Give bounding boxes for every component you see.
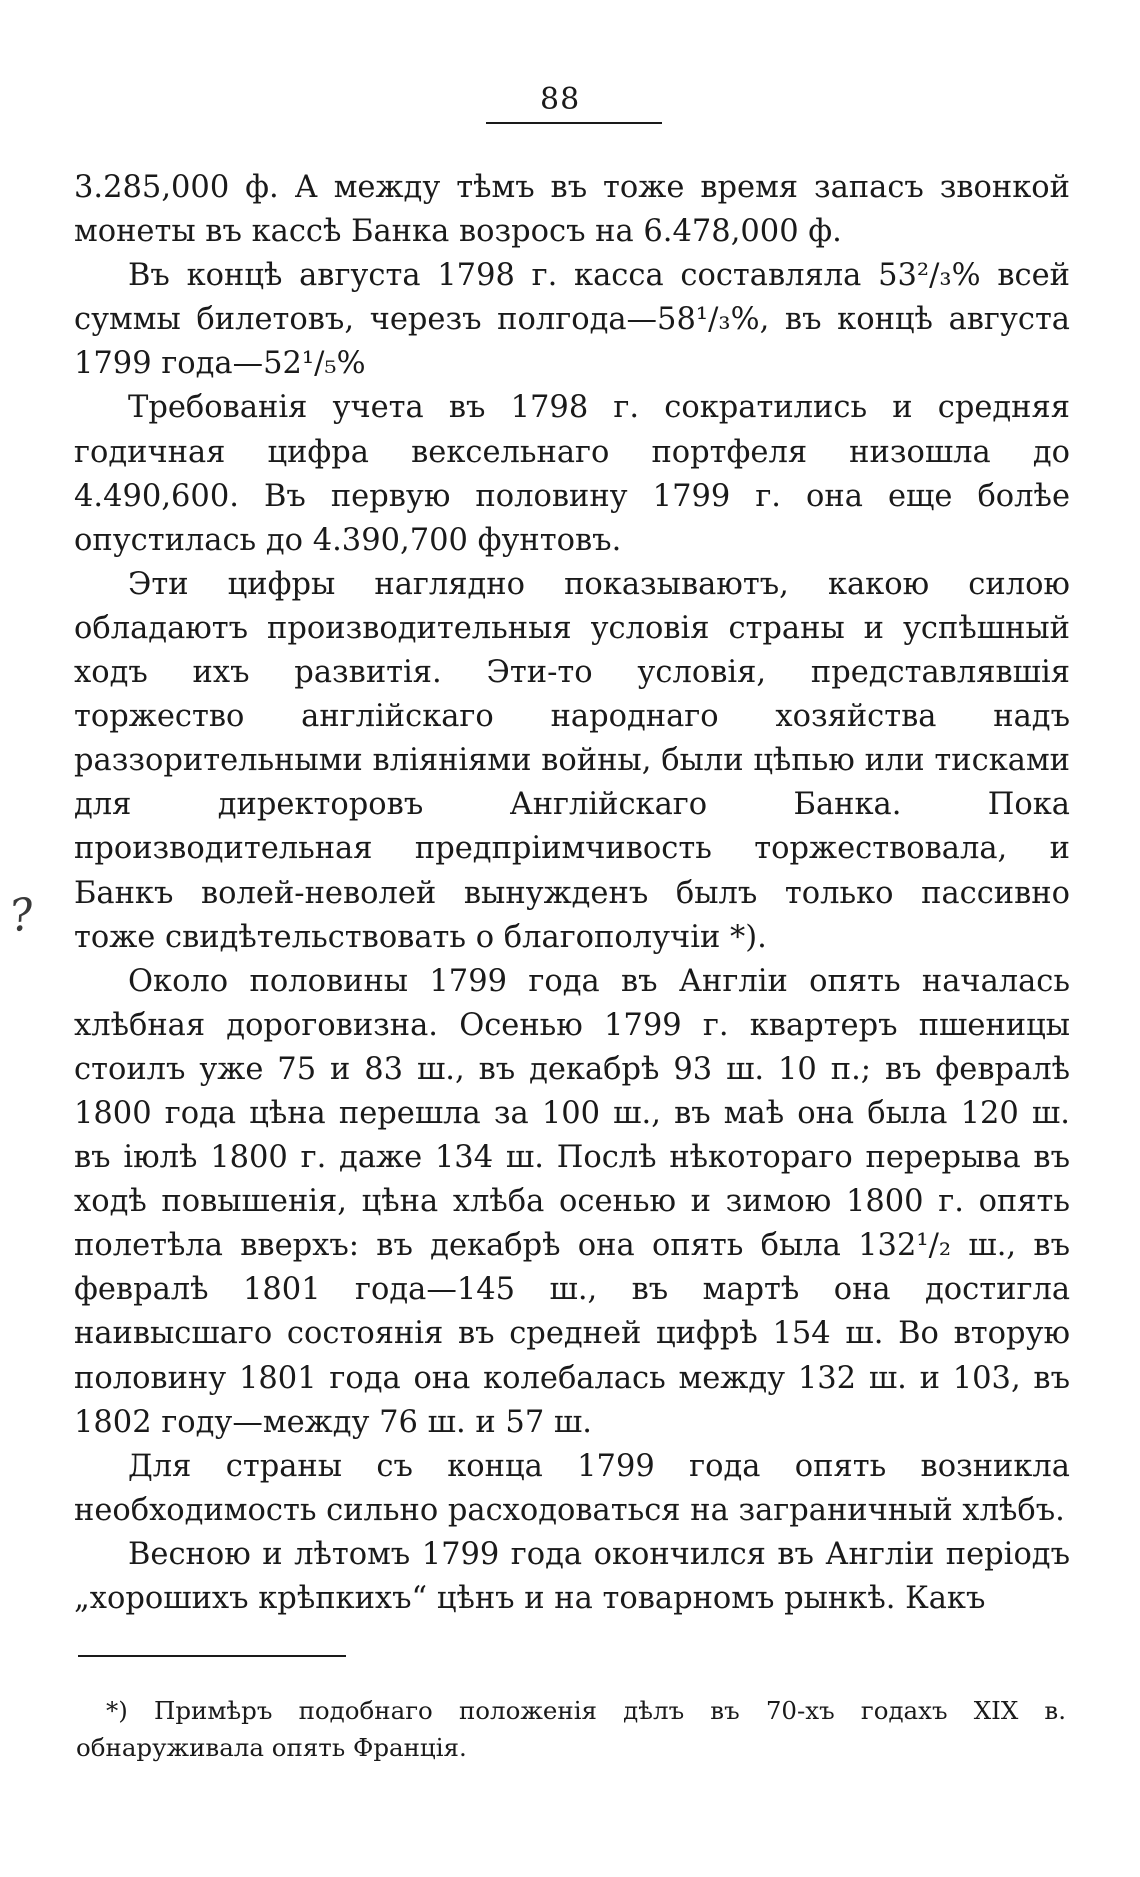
- paragraph-2: Въ концѣ августа 1798 г. касса составляла 53²/₃% всей суммы билетовъ, черезъ полгода—58¹/₃%, въ концѣ августа 1799 года—52¹/₅%: [74, 258, 1070, 382]
- body-text: [74, 166, 1070, 1621]
- paragraph-4: Эти цифры наглядно показываютъ, какою силою обладаютъ производительныя условія страны и успѣшный ходъ ихъ развитія. Эти-то условія, представлявшія торжество англійскаго народнаго хозяйства надъ раззорительными вліяніями войны, были цѣпью или тисками для директоровъ Англійскаго Банка. Пока производительная предпріимчивость торжествовала, и Банкъ волей-неволей вынужденъ былъ только пассивно тоже свидѣтельствовать о благополучіи *).: [74, 566, 1070, 955]
- paragraph-7: Весною и лѣтомъ 1799 года окончился въ Англіи періодъ „хорошихъ крѣпкихъ“ цѣнъ и на товарномъ рынкѣ. Какъ: [74, 1536, 1070, 1616]
- header-rule: [486, 122, 662, 124]
- paragraph-6: Для страны съ конца 1799 года опять возникла необходимость сильно расходоваться на заграничный хлѣбъ.: [74, 1448, 1070, 1528]
- paragraph-3: Требованія учета въ 1798 г. сократились и средняя годичная цифра вексельнаго портфеля низошла до 4.490,600. Въ первую половину 1799 г. она еще болѣе опустилась до 4.390,700 фунтовъ.: [74, 390, 1070, 558]
- footnote: [76, 1692, 1066, 1766]
- page-number: 88: [540, 82, 581, 117]
- margin-handwritten-mark: ?: [6, 888, 38, 943]
- footnote-text: *) Примѣръ подобнаго положенія дѣлъ въ 70-хъ годахъ XIX в. обнаруживала опять Франція.: [76, 1696, 1066, 1762]
- footnote-rule: [78, 1655, 346, 1657]
- paragraph-5: Около половины 1799 года въ Англіи опять началась хлѣбная дороговизна. Осенью 1799 г. квартеръ пшеницы стоилъ уже 75 и 83 ш., въ декабрѣ 93 ш. 10 п.; въ февралѣ 1800 года цѣна перешла за 100 ш., въ маѣ она была 120 ш. въ іюлѣ 1800 г. даже 134 ш. Послѣ нѣкотораго перерыва въ ходѣ повышенія, цѣна хлѣба осенью и зимою 1800 г. опять полетѣла вверхъ: въ декабрѣ она опять была 132¹/₂ ш., въ февралѣ 1801 года—145 ш., въ мартѣ она достигла наивысшаго состоянія въ средней цифрѣ 154 ш. Во вторую половину 1801 года она колебалась между 132 ш. и 103, въ 1802 году—между 76 ш. и 57 ш.: [74, 963, 1070, 1440]
- paragraph-1: 3.285,000 ф. А между тѣмъ въ тоже время запасъ звонкой монеты въ кассѣ Банка возросъ на 6.478,000 ф.: [74, 170, 1070, 250]
